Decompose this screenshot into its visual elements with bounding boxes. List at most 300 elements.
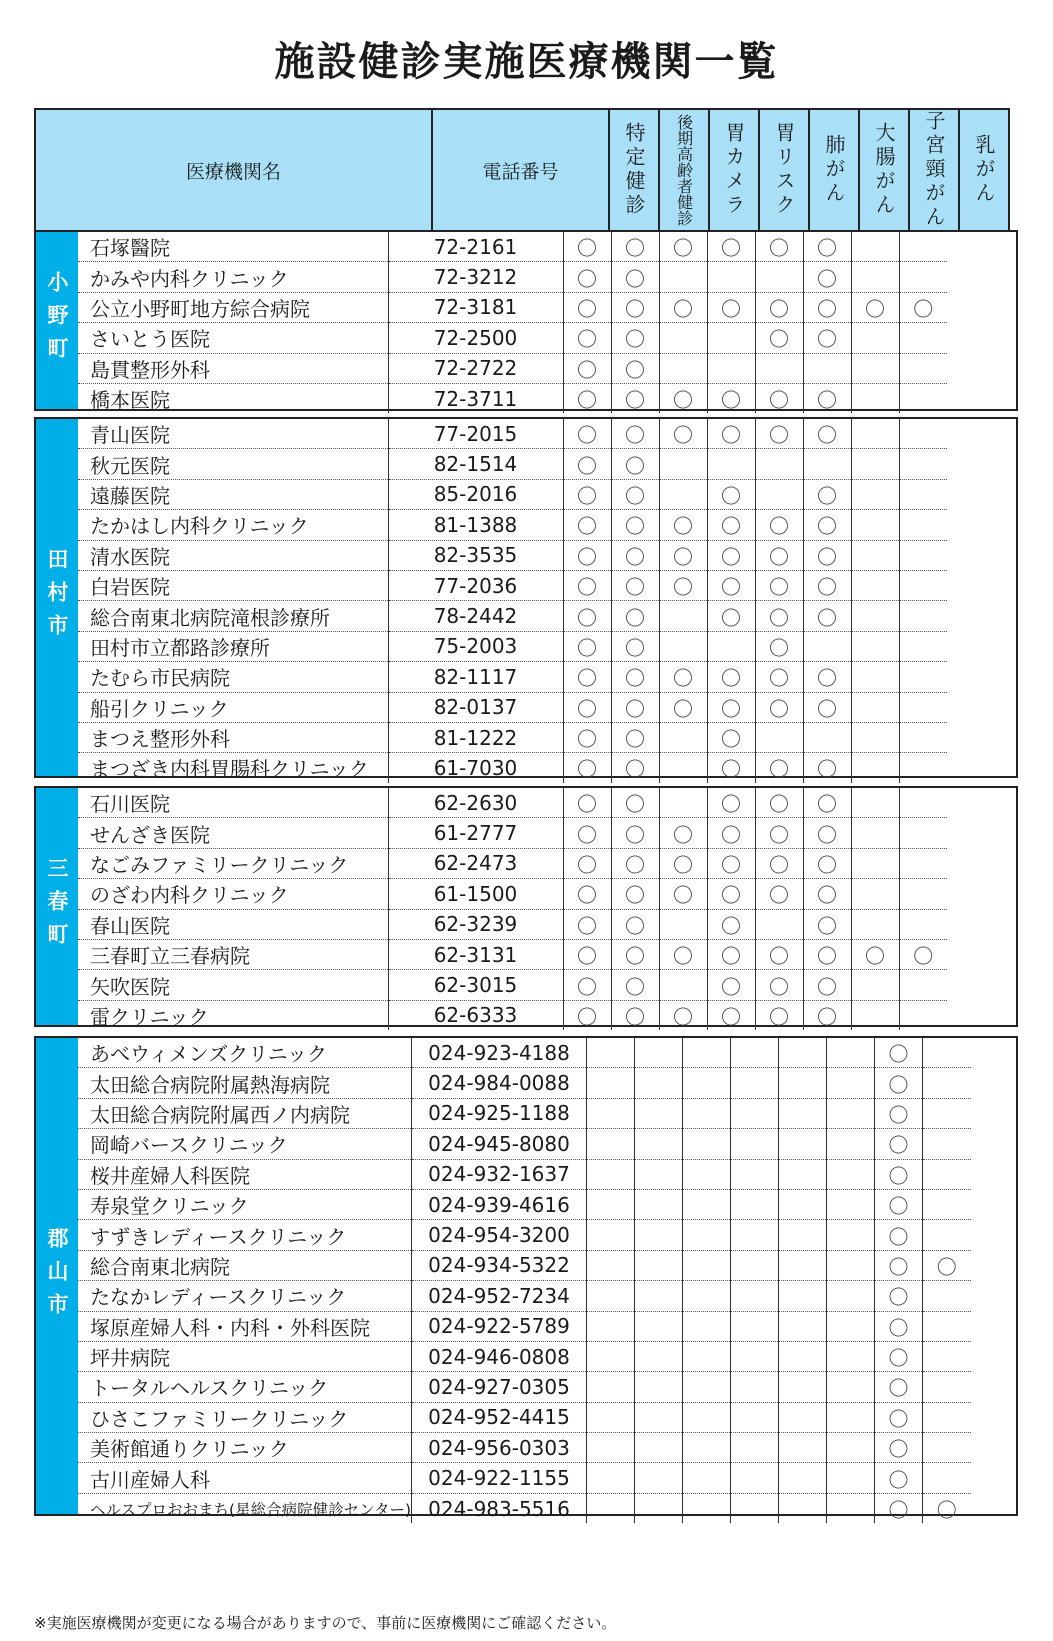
check-cell: [707, 449, 755, 479]
check-cell: 〇: [707, 383, 755, 413]
group-block: [34, 1036, 1018, 1523]
check-cell: [683, 1372, 731, 1402]
table-row: [78, 383, 947, 413]
facility-name: 美術館通りクリニック: [78, 1433, 412, 1463]
table-row: [78, 419, 947, 449]
check-cell: [779, 1433, 827, 1463]
table-row: [78, 1341, 971, 1371]
check-cell: 〇: [755, 232, 803, 262]
check-cell: 〇: [563, 753, 611, 783]
check-cell: [731, 1433, 779, 1463]
check-cell: 〇: [611, 848, 659, 878]
check-cell: [851, 879, 899, 909]
facility-phone: 62-3015: [388, 970, 563, 1000]
check-cell: [851, 570, 899, 600]
check-cell: 〇: [707, 419, 755, 449]
check-cell: [755, 353, 803, 383]
check-cell: 〇: [563, 540, 611, 570]
check-cell: 〇: [875, 1250, 923, 1280]
check-cell: [755, 262, 803, 292]
check-cell: 〇: [875, 1220, 923, 1250]
check-cell: 〇: [755, 540, 803, 570]
check-cell: 〇: [875, 1159, 923, 1189]
check-cell: [635, 1341, 683, 1371]
facility-phone: 72-2161: [388, 232, 563, 262]
check-cell: 〇: [803, 262, 851, 292]
check-cell: [587, 1038, 635, 1068]
check-cell: 〇: [803, 818, 851, 848]
check-cell: [635, 1098, 683, 1128]
check-cell: 〇: [755, 970, 803, 1000]
check-cell: 〇: [659, 419, 707, 449]
facility-name: 坪井病院: [78, 1341, 412, 1371]
check-cell: [827, 1341, 875, 1371]
check-cell: [587, 1098, 635, 1128]
check-cell: [683, 1493, 731, 1523]
check-cell: [827, 1372, 875, 1402]
check-cell: [923, 1463, 971, 1493]
check-cell: [827, 1402, 875, 1432]
check-cell: 〇: [611, 631, 659, 661]
check-cell: [851, 909, 899, 939]
check-cell: [851, 631, 899, 661]
check-cell: 〇: [611, 570, 659, 600]
table-row: [78, 262, 947, 292]
facility-name: かみや内科クリニック: [78, 262, 388, 292]
check-cell: [851, 970, 899, 1000]
check-cell: [899, 262, 947, 292]
facility-name: 島貫整形外科: [78, 353, 388, 383]
facility-phone: 61-2777: [388, 818, 563, 848]
check-cell: [731, 1463, 779, 1493]
check-cell: [755, 449, 803, 479]
check-cell: [827, 1068, 875, 1098]
check-cell: 〇: [803, 383, 851, 413]
check-cell: [779, 1341, 827, 1371]
check-cell: [851, 722, 899, 752]
check-cell: 〇: [563, 449, 611, 479]
table-row: [78, 479, 947, 509]
check-cell: [851, 449, 899, 479]
check-cell: 〇: [563, 692, 611, 722]
facility-name: 総合南東北病院: [78, 1250, 412, 1280]
group-table: [78, 788, 947, 1030]
check-cell: 〇: [563, 262, 611, 292]
facility-name: まつえ整形外科: [78, 722, 388, 752]
check-cell: [587, 1068, 635, 1098]
facility-phone: 024-983-5516: [412, 1493, 587, 1523]
table-row: [78, 1372, 971, 1402]
facility-name: 太田総合病院附属西ノ内病院: [78, 1098, 412, 1128]
check-cell: [899, 232, 947, 262]
check-cell: 〇: [899, 939, 947, 969]
table-row: [78, 692, 947, 722]
facility-phone: 81-1388: [388, 510, 563, 540]
check-cell: 〇: [659, 848, 707, 878]
check-cell: [683, 1098, 731, 1128]
check-cell: [659, 479, 707, 509]
check-cell: 〇: [707, 479, 755, 509]
facility-phone: 77-2036: [388, 570, 563, 600]
check-cell: [923, 1402, 971, 1432]
check-cell: 〇: [755, 818, 803, 848]
facility-phone: 024-946-0808: [412, 1341, 587, 1371]
check-cell: 〇: [659, 662, 707, 692]
group-table: [78, 1038, 971, 1523]
check-cell: 〇: [563, 570, 611, 600]
check-cell: [923, 1189, 971, 1219]
facility-name: 矢吹医院: [78, 970, 388, 1000]
facility-phone: 72-2722: [388, 353, 563, 383]
table-row: [78, 909, 947, 939]
check-cell: 〇: [563, 232, 611, 262]
check-cell: [731, 1220, 779, 1250]
check-cell: 〇: [611, 662, 659, 692]
facility-name: すずきレディースクリニック: [78, 1220, 412, 1250]
table-row: [78, 323, 947, 353]
check-cell: [851, 601, 899, 631]
check-cell: 〇: [563, 662, 611, 692]
check-cell: 〇: [707, 601, 755, 631]
check-cell: 〇: [707, 970, 755, 1000]
check-cell: 〇: [755, 383, 803, 413]
check-cell: [731, 1068, 779, 1098]
facility-name: のざわ内科クリニック: [78, 879, 388, 909]
check-cell: [587, 1129, 635, 1159]
check-cell: 〇: [611, 383, 659, 413]
check-cell: 〇: [755, 879, 803, 909]
check-cell: [923, 1372, 971, 1402]
check-cell: 〇: [563, 848, 611, 878]
check-cell: 〇: [611, 232, 659, 262]
facility-phone: 024-932-1637: [412, 1159, 587, 1189]
facility-phone: 024-922-5789: [412, 1311, 587, 1341]
check-cell: 〇: [611, 722, 659, 752]
facility-name: ヘルスプロおおまち(星総合病院健診センター): [90, 1500, 412, 1519]
page-title: 施設健診実施医療機関一覧: [274, 39, 779, 85]
check-cell: 〇: [707, 540, 755, 570]
check-cell: [851, 540, 899, 570]
table-row: [78, 1311, 971, 1341]
check-cell: [779, 1068, 827, 1098]
check-cell: 〇: [803, 692, 851, 722]
check-cell: [803, 722, 851, 752]
footnote: ※実施医療機関が変更になる場合がありますので、事前に医療機関にご確認ください。: [34, 1614, 617, 1632]
check-cell: [635, 1463, 683, 1493]
facility-name: 白岩医院: [78, 570, 388, 600]
facility-phone: 72-2500: [388, 323, 563, 353]
check-cell: 〇: [611, 262, 659, 292]
check-cell: 〇: [563, 510, 611, 540]
header-phone: 電話番号: [432, 109, 609, 231]
facility-name: 橋本医院: [90, 388, 170, 413]
group-table: [78, 232, 947, 413]
facility-phone: 024-927-0305: [412, 1372, 587, 1402]
check-cell: 〇: [803, 540, 851, 570]
table-row: [78, 1281, 971, 1311]
check-cell: [827, 1493, 875, 1523]
check-cell: [827, 1189, 875, 1219]
check-cell: 〇: [563, 909, 611, 939]
header-check-7: 乳がん: [959, 109, 1009, 231]
check-cell: 〇: [611, 292, 659, 322]
check-cell: [707, 353, 755, 383]
check-cell: 〇: [611, 540, 659, 570]
check-cell: [851, 788, 899, 818]
check-cell: 〇: [803, 879, 851, 909]
check-cell: [587, 1189, 635, 1219]
facility-name: 田村市立都路診療所: [78, 631, 388, 661]
check-cell: [779, 1098, 827, 1128]
check-cell: 〇: [563, 419, 611, 449]
check-cell: [851, 232, 899, 262]
check-cell: [803, 631, 851, 661]
header-check-5: 大腸がん: [859, 109, 909, 231]
check-cell: [659, 788, 707, 818]
check-cell: 〇: [563, 323, 611, 353]
check-cell: [827, 1220, 875, 1250]
check-cell: 〇: [875, 1098, 923, 1128]
check-cell: 〇: [707, 939, 755, 969]
check-cell: 〇: [659, 570, 707, 600]
group-block: [34, 230, 1018, 411]
check-cell: [731, 1098, 779, 1128]
check-cell: 〇: [563, 722, 611, 752]
check-cell: 〇: [563, 879, 611, 909]
facility-phone: 62-2473: [388, 848, 563, 878]
check-cell: [899, 662, 947, 692]
facility-name: さいとう医院: [78, 323, 388, 353]
municipality-label: 田村市: [36, 419, 78, 776]
check-cell: [899, 970, 947, 1000]
check-cell: [851, 692, 899, 722]
check-cell: 〇: [875, 1493, 923, 1523]
check-cell: [803, 449, 851, 479]
facility-phone: 72-3181: [388, 292, 563, 322]
check-cell: 〇: [563, 601, 611, 631]
facility-phone: 024-939-4616: [412, 1189, 587, 1219]
facility-phone: 75-2003: [388, 631, 563, 661]
facility-phone: 024-984-0088: [412, 1068, 587, 1098]
check-cell: [707, 262, 755, 292]
check-cell: 〇: [875, 1038, 923, 1068]
check-cell: [683, 1189, 731, 1219]
municipality-label: 小野町: [36, 232, 78, 409]
facility-phone: 82-3535: [388, 540, 563, 570]
check-cell: [779, 1220, 827, 1250]
facility-phone: 024-956-0303: [412, 1433, 587, 1463]
check-cell: 〇: [611, 818, 659, 848]
check-cell: [899, 722, 947, 752]
check-cell: 〇: [755, 788, 803, 818]
check-cell: [851, 419, 899, 449]
check-cell: 〇: [611, 449, 659, 479]
table-row: [78, 353, 947, 383]
check-cell: [779, 1463, 827, 1493]
facility-phone: 024-922-1155: [412, 1463, 587, 1493]
facility-phone: 62-2630: [388, 788, 563, 818]
check-cell: 〇: [659, 879, 707, 909]
check-cell: [659, 262, 707, 292]
check-cell: [779, 1493, 827, 1523]
check-cell: 〇: [707, 818, 755, 848]
check-cell: [899, 323, 947, 353]
table-row: [78, 510, 947, 540]
check-cell: [659, 601, 707, 631]
check-cell: [899, 848, 947, 878]
check-cell: [899, 788, 947, 818]
check-cell: 〇: [563, 818, 611, 848]
facility-name: 船引クリニック: [78, 692, 388, 722]
check-cell: [635, 1250, 683, 1280]
check-cell: [827, 1281, 875, 1311]
check-cell: [683, 1402, 731, 1432]
table-row: [78, 1463, 971, 1493]
check-cell: [635, 1493, 683, 1523]
check-cell: [827, 1159, 875, 1189]
check-cell: 〇: [563, 479, 611, 509]
facility-name: 石塚醫院: [78, 232, 388, 262]
facility-name: なごみファミリークリニック: [78, 848, 388, 878]
check-cell: 〇: [659, 510, 707, 540]
check-cell: 〇: [755, 631, 803, 661]
check-cell: 〇: [875, 1311, 923, 1341]
check-cell: [899, 449, 947, 479]
check-cell: [635, 1068, 683, 1098]
check-cell: [587, 1341, 635, 1371]
check-cell: 〇: [611, 601, 659, 631]
table-row: [78, 1068, 971, 1098]
check-cell: [827, 1038, 875, 1068]
facility-name: 公立小野町地方綜合病院: [78, 292, 388, 322]
check-cell: [827, 1250, 875, 1280]
check-cell: [635, 1189, 683, 1219]
check-cell: 〇: [755, 1000, 803, 1030]
table-row: [78, 879, 947, 909]
check-cell: [851, 479, 899, 509]
check-cell: [659, 753, 707, 783]
check-cell: 〇: [611, 353, 659, 383]
table-row: [78, 631, 947, 661]
check-cell: [731, 1311, 779, 1341]
check-cell: 〇: [611, 909, 659, 939]
check-cell: [731, 1129, 779, 1159]
group-block: [34, 417, 1018, 782]
header-check-4: 肺がん: [809, 109, 859, 231]
facility-phone: 62-6333: [388, 1000, 563, 1030]
check-cell: [731, 1341, 779, 1371]
check-cell: [683, 1433, 731, 1463]
check-cell: [899, 419, 947, 449]
check-cell: 〇: [875, 1341, 923, 1371]
check-cell: 〇: [707, 753, 755, 783]
check-cell: 〇: [803, 753, 851, 783]
check-cell: [731, 1159, 779, 1189]
check-cell: [923, 1281, 971, 1311]
table-row: [78, 601, 947, 631]
table-row: [78, 1433, 971, 1463]
check-cell: 〇: [803, 232, 851, 262]
table-row: [78, 753, 947, 783]
facility-phone: 024-952-7234: [412, 1281, 587, 1311]
check-cell: [827, 1311, 875, 1341]
check-cell: [923, 1159, 971, 1189]
check-cell: [587, 1250, 635, 1280]
header-check-0: 特定健診: [609, 109, 659, 231]
table-row: [78, 292, 947, 322]
check-cell: [803, 353, 851, 383]
check-cell: 〇: [659, 692, 707, 722]
check-cell: 〇: [611, 323, 659, 353]
check-cell: [659, 353, 707, 383]
check-cell: [659, 323, 707, 353]
check-cell: 〇: [563, 292, 611, 322]
check-cell: 〇: [707, 232, 755, 262]
facility-phone: 85-2016: [388, 479, 563, 509]
check-cell: [779, 1250, 827, 1280]
check-cell: 〇: [803, 1000, 851, 1030]
check-cell: [851, 262, 899, 292]
check-cell: 〇: [707, 292, 755, 322]
table-row: [78, 1129, 971, 1159]
check-cell: 〇: [611, 419, 659, 449]
check-cell: 〇: [563, 1000, 611, 1030]
facility-phone: 61-7030: [388, 753, 563, 783]
check-cell: [779, 1159, 827, 1189]
header-check-1: 後期高齢者健診: [659, 109, 709, 231]
check-cell: 〇: [659, 939, 707, 969]
check-cell: [827, 1463, 875, 1493]
check-cell: [899, 909, 947, 939]
check-cell: [923, 1098, 971, 1128]
check-cell: [899, 1000, 947, 1030]
table-row: [78, 939, 947, 969]
check-cell: 〇: [659, 818, 707, 848]
check-cell: 〇: [611, 692, 659, 722]
check-cell: [635, 1038, 683, 1068]
check-cell: 〇: [923, 1250, 971, 1280]
check-cell: 〇: [611, 879, 659, 909]
facility-phone: 81-1222: [388, 722, 563, 752]
check-cell: [707, 631, 755, 661]
check-cell: 〇: [563, 383, 611, 413]
facility-name: 総合南東北病院滝根診療所: [78, 601, 388, 631]
facility-name: まつざき内科胃腸科クリニック: [90, 757, 369, 782]
table-row: [78, 818, 947, 848]
facility-phone: 62-3239: [388, 909, 563, 939]
check-cell: [587, 1372, 635, 1402]
check-cell: [851, 353, 899, 383]
check-cell: [587, 1311, 635, 1341]
check-cell: [659, 631, 707, 661]
facility-phone: 024-952-4415: [412, 1402, 587, 1432]
check-cell: [587, 1433, 635, 1463]
check-cell: 〇: [755, 601, 803, 631]
check-cell: 〇: [611, 753, 659, 783]
check-cell: [779, 1402, 827, 1432]
check-cell: [899, 383, 947, 413]
check-cell: 〇: [803, 939, 851, 969]
facility-name: たなかレディースクリニック: [78, 1281, 412, 1311]
check-cell: [683, 1220, 731, 1250]
facility-name: 遠藤医院: [78, 479, 388, 509]
check-cell: [779, 1372, 827, 1402]
check-cell: [851, 818, 899, 848]
facility-phone: 82-0137: [388, 692, 563, 722]
table-row: [78, 1038, 971, 1068]
check-cell: 〇: [755, 570, 803, 600]
check-cell: [899, 540, 947, 570]
